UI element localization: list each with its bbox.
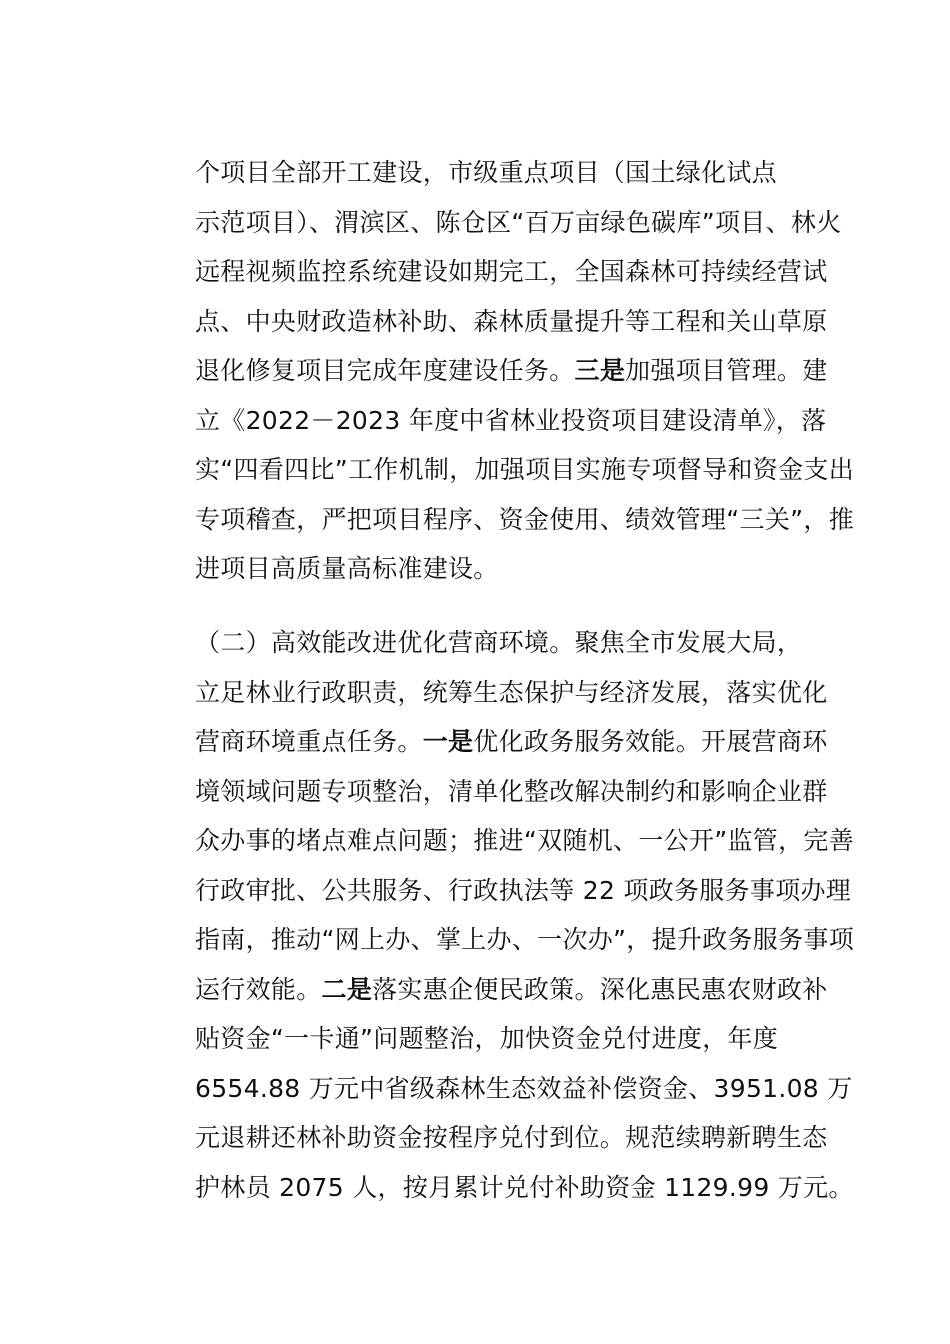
text-line bbox=[145, 668, 828, 718]
text-line bbox=[145, 915, 855, 965]
text-run: 元退耕还林补助资金按程序兑付到位。规范续聘新聘生态 bbox=[195, 1123, 828, 1152]
text-line bbox=[145, 544, 810, 594]
text-run: 运行效能。 bbox=[195, 974, 322, 1004]
text-line bbox=[145, 297, 828, 347]
text-run: 远程视频监控系统建设如期完工，全国森林可持续经营试 bbox=[195, 257, 828, 286]
text-line bbox=[145, 445, 855, 495]
text-run: 进项目高质量高标准建设。 bbox=[195, 554, 499, 583]
text-line bbox=[145, 396, 827, 446]
text-line bbox=[145, 198, 842, 248]
text-run: 优化政务服务效能。开展营商环 bbox=[473, 727, 828, 756]
text-line bbox=[145, 965, 828, 1015]
text-line bbox=[145, 247, 828, 297]
text-run: 指南，推动“网上办、掌上办、一次办”，提升政务服务事项 bbox=[195, 925, 855, 954]
text-line bbox=[145, 767, 828, 817]
text-run: 护林员 2075 人，按月累计兑付补助资金 1129.99 万元。 bbox=[195, 1172, 854, 1202]
paragraph-business-environment bbox=[145, 618, 855, 1212]
text-run: 专项稽查，严把项目程序、资金使用、绩效管理“三关”，推 bbox=[195, 504, 855, 534]
text-line bbox=[145, 495, 855, 545]
text-line bbox=[145, 866, 852, 916]
text-run: 立足林业行政职责，统筹生态保护与经济发展，落实优化 bbox=[195, 677, 828, 707]
bold-lead-text: 三是 bbox=[574, 356, 626, 385]
text-line bbox=[145, 1113, 828, 1163]
text-line bbox=[145, 1064, 853, 1114]
text-line bbox=[145, 717, 828, 767]
text-run: 6554.88 万元中省级森林生态效益补偿资金、3951.08 万 bbox=[195, 1073, 853, 1103]
text-run: 退化修复项目完成年度建设任务。 bbox=[195, 356, 575, 385]
text-run: 营商环境重点任务。 bbox=[195, 727, 423, 756]
text-run: 示范项目）、渭滨区、陈仓区“百万亩绿色碳库”项目、林火 bbox=[195, 207, 842, 237]
text-run: 落实惠企便民政策。深化惠民惠农财政补 bbox=[372, 974, 828, 1004]
text-run: 境领域问题专项整治，清单化整改解决制约和影响企业群 bbox=[195, 776, 828, 806]
text-line bbox=[145, 1163, 854, 1213]
bold-lead-text: 一是 bbox=[422, 727, 474, 756]
text-run: 贴资金“一卡通”问题整治，加快资金兑付进度，年度 bbox=[195, 1024, 779, 1053]
text-run: 众办事的堵点难点问题；推进“双随机、一公开”监管，完善 bbox=[195, 826, 855, 855]
text-run: 行政审批、公共服务、行政执法等 22 项政务服务事项办理 bbox=[195, 875, 852, 905]
paragraph-project-construction bbox=[145, 148, 855, 594]
text-run: 立《2022－2023 年度中省林业投资项目建设清单》，落 bbox=[195, 405, 827, 435]
text-line bbox=[145, 1014, 810, 1064]
text-run: 点、中央财政造林补助、森林质量提升等工程和关山草原 bbox=[195, 306, 828, 336]
text-run: （二）高效能改进优化营商环境。聚焦全市发展大局， bbox=[195, 628, 803, 657]
text-line bbox=[145, 346, 828, 396]
text-run: 实“四看四比”工作机制，加强项目实施专项督导和资金支出 bbox=[195, 455, 855, 484]
text-line bbox=[145, 816, 855, 866]
text-line bbox=[145, 148, 810, 198]
bold-lead-text: 二是 bbox=[321, 974, 373, 1004]
text-run: 加强项目管理。建 bbox=[625, 356, 828, 385]
text-line bbox=[145, 618, 810, 668]
text-run: 个项目全部开工建设，市级重点项目（国土绿化试点 bbox=[195, 158, 777, 187]
